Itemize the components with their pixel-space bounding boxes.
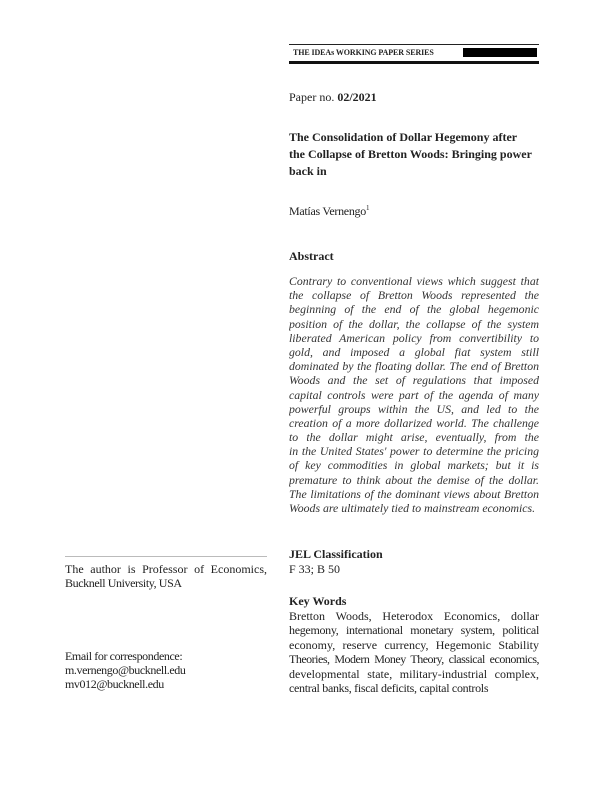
email-link[interactable]: mv012@bucknell.edu bbox=[65, 677, 164, 691]
series-title: THE IDEAs WORKING PAPER SERIES bbox=[293, 48, 434, 57]
footnote-mark: 1 bbox=[365, 204, 370, 212]
abstract-line: position of the dollar, the collapse of the system bbox=[289, 316, 539, 331]
footnote-line: Bucknell University, USA bbox=[65, 576, 182, 590]
abstract-body bbox=[289, 274, 539, 515]
abstract-line: the collapse of Bretton Woods represented the bbox=[289, 288, 539, 303]
jel-codes: F 33; B 50 bbox=[289, 562, 341, 576]
email-label: Email for correspondence: bbox=[65, 649, 183, 663]
abstract-line: beginning of the end of the global hegemonic bbox=[289, 302, 539, 317]
abstract-line: The limitations of the dominant views about Bretton bbox=[289, 486, 539, 501]
keywords-line: central banks, fiscal deficits, capital controls bbox=[289, 680, 489, 695]
title-line: back in bbox=[289, 164, 327, 178]
header-bar bbox=[463, 48, 537, 57]
keywords-line: economy, reserve currency, Hegemonic Stability bbox=[289, 637, 539, 652]
keywords-line: hegemony, international monetary system, political bbox=[289, 623, 539, 638]
email-block bbox=[65, 649, 185, 691]
abstract-line: capital controls were part of the agenda of many bbox=[289, 387, 539, 402]
author bbox=[289, 200, 369, 219]
keywords-line: Theories, Modern Money Theory, classical economics, bbox=[289, 652, 539, 667]
abstract-line: Woods are ultimately tied to mainstream economics. bbox=[289, 501, 536, 515]
title-line: The Consolidation of Dollar Hegemony after bbox=[289, 130, 518, 144]
keywords-line: Bretton Woods, Heterodox Economics, dollar bbox=[289, 609, 539, 623]
series-header bbox=[289, 44, 539, 64]
abstract-line: dominated by the floating dollar. The end of Bretton bbox=[289, 359, 539, 374]
author-name: Matías Vernengo bbox=[289, 204, 366, 218]
author-footnote bbox=[65, 562, 267, 590]
jel-heading: JEL Classification bbox=[289, 547, 383, 561]
abstract-line: premature to think about the demise of the dollar. bbox=[289, 472, 539, 487]
abstract-line: of key commodities in global markets; but it is bbox=[289, 458, 539, 473]
abstract-line: in the United States' power to determine the pricing bbox=[289, 444, 539, 459]
abstract-line: Woods and the set of regulations that imposed bbox=[289, 373, 539, 388]
paper-no-value: 02/2021 bbox=[337, 90, 377, 104]
title-line: the Collapse of Bretton Woods: Bringing power bbox=[289, 147, 532, 161]
abstract-line: to the dollar might arise, eventually, from the bbox=[289, 430, 539, 445]
footnote-line: The author is Professor of Economics, bbox=[65, 562, 267, 576]
paper-number bbox=[289, 89, 377, 105]
abstract-heading: Abstract bbox=[289, 249, 334, 263]
abstract-line: liberated American policy from convertibility to bbox=[289, 330, 539, 345]
keywords-heading: Key Words bbox=[289, 594, 347, 608]
abstract-line: powerful groups within the US, and led to the bbox=[289, 401, 539, 416]
paper-title bbox=[289, 129, 532, 180]
abstract-line: Contrary to conventional views which suggest that bbox=[289, 274, 539, 288]
abstract-line: gold, and imposed a global fiat system still bbox=[289, 344, 539, 359]
paper-no-label: Paper no. bbox=[289, 90, 335, 104]
email-link[interactable]: m.vernengo@bucknell.edu bbox=[65, 663, 186, 677]
footnote-rule bbox=[65, 556, 267, 557]
abstract-line: creation of a more dollarized world. The challenge bbox=[289, 415, 539, 430]
keywords-body bbox=[289, 609, 539, 695]
keywords-line: developmental state, military-industrial complex, bbox=[289, 666, 539, 681]
